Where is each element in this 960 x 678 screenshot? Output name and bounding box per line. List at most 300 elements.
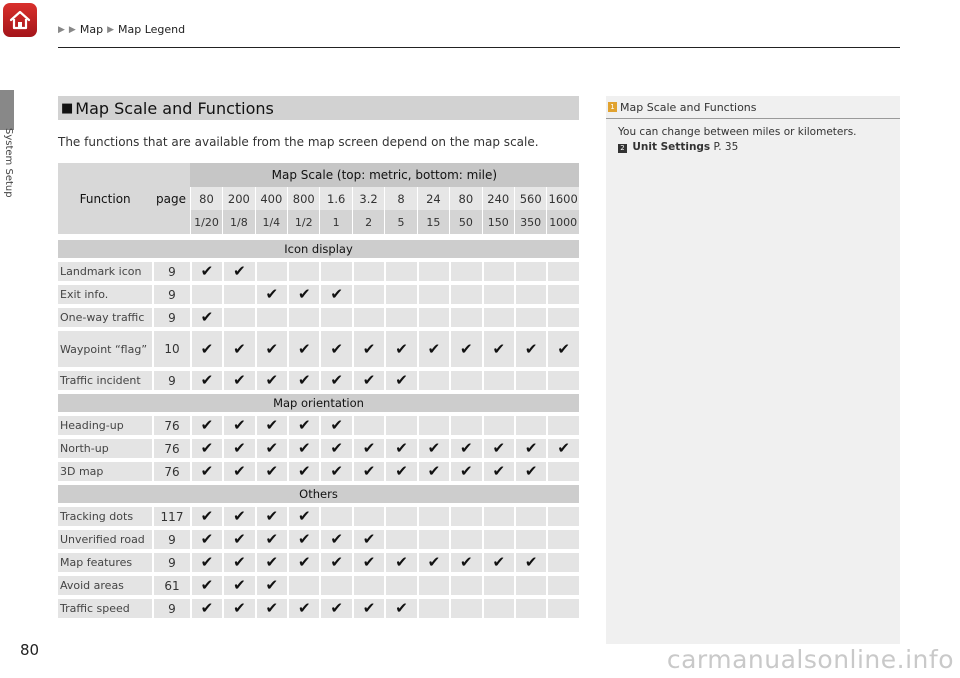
function-cell: Avoid areas	[58, 576, 152, 595]
map-scale-table	[58, 163, 579, 622]
scale-cell	[482, 331, 514, 367]
scale-cell	[546, 285, 579, 304]
chapter-tab	[0, 90, 14, 130]
page-cell: 9	[152, 262, 190, 281]
function-cell: One-way traffic	[58, 308, 152, 327]
group-row	[58, 394, 579, 412]
checkmark-icon: ✔	[330, 416, 343, 434]
function-cell: Traffic incident	[58, 371, 152, 390]
page-header: page	[152, 163, 190, 234]
scale-cell	[449, 285, 481, 304]
scale-cell	[222, 285, 254, 304]
metric-scale-cell: 240	[482, 187, 514, 210]
checkmark-icon: ✔	[265, 530, 279, 548]
page-cell: 9	[152, 285, 190, 304]
checkmark-icon: ✔	[460, 553, 473, 571]
home-icon	[8, 9, 32, 31]
scale-cell	[352, 308, 384, 327]
checkmark-icon: ✔	[395, 599, 408, 617]
checkmark-icon: ✔	[524, 439, 538, 457]
checkmark-icon: ✔	[297, 530, 311, 548]
scale-cell	[449, 308, 481, 327]
scale-cell	[449, 599, 481, 618]
scale-cell	[190, 576, 222, 595]
scale-cell	[449, 553, 481, 572]
scale-cell	[190, 462, 222, 481]
scale-cell	[255, 530, 287, 549]
checkmark-icon: ✔	[233, 371, 246, 389]
mile-scale-cell: 5	[384, 210, 416, 234]
scale-cell	[514, 416, 546, 435]
checkmark-icon: ✔	[233, 507, 246, 525]
scale-cell	[287, 262, 319, 281]
page-cell: 76	[152, 439, 190, 458]
note-body	[618, 125, 857, 155]
checkmark-icon: ✔	[395, 439, 408, 457]
scale-cell	[287, 439, 319, 458]
mile-scale-cell: 50	[449, 210, 481, 234]
scale-cell	[255, 462, 287, 481]
page-cell: 76	[152, 462, 190, 481]
checkmark-icon: ✔	[265, 576, 279, 594]
scale-cell	[287, 553, 319, 572]
breadcrumb-item-map[interactable]: Map	[79, 23, 104, 36]
scale-cell	[514, 599, 546, 618]
checkmark-icon: ✔	[297, 599, 311, 617]
checkmark-icon: ✔	[233, 439, 246, 457]
checkmark-icon: ✔	[330, 371, 343, 389]
checkmark-icon: ✔	[233, 462, 246, 480]
scale-cell	[222, 553, 254, 572]
page-cell: 10	[152, 331, 190, 367]
page-cell: 117	[152, 507, 190, 526]
scale-cell	[482, 371, 514, 390]
function-cell: Heading-up	[58, 416, 152, 435]
scale-cell	[319, 507, 351, 526]
scale-cell	[482, 576, 514, 595]
checkmark-icon: ✔	[233, 576, 246, 594]
checkmark-icon: ✔	[460, 339, 473, 358]
mile-scale-cell: 2	[352, 210, 384, 234]
checkmark-icon: ✔	[492, 339, 506, 358]
scale-cell	[417, 371, 449, 390]
scale-cell	[222, 576, 254, 595]
scale-cell	[255, 262, 287, 281]
checkmark-icon: ✔	[200, 439, 214, 457]
scale-cell	[384, 371, 416, 390]
checkmark-icon: ✔	[297, 507, 311, 525]
table-row	[58, 262, 579, 281]
scale-cell	[417, 331, 449, 367]
scale-cell	[287, 331, 319, 367]
scale-cell	[514, 262, 546, 281]
metric-scale-cell: 800	[287, 187, 319, 210]
page-cell: 9	[152, 599, 190, 618]
checkmark-icon: ✔	[200, 599, 214, 617]
checkmark-icon: ✔	[524, 553, 538, 571]
note-link[interactable]	[618, 140, 857, 155]
scale-cell	[222, 416, 254, 435]
checkmark-icon: ✔	[200, 576, 214, 594]
checkmark-icon: ✔	[200, 262, 214, 280]
scale-cell	[255, 371, 287, 390]
scale-cell	[255, 507, 287, 526]
scale-cell	[546, 371, 579, 390]
scale-cell	[384, 416, 416, 435]
scale-cell	[352, 462, 384, 481]
square-bullet-icon: ■	[61, 100, 74, 116]
scale-cell	[417, 439, 449, 458]
scale-cell	[287, 416, 319, 435]
scale-cell	[352, 439, 384, 458]
function-header: Function	[58, 163, 152, 234]
checkmark-icon: ✔	[297, 339, 311, 358]
checkmark-icon: ✔	[362, 599, 376, 617]
link-page-ref: P. 35	[713, 141, 739, 153]
mile-scale-cell: 1/20	[190, 210, 222, 234]
scale-cell	[482, 507, 514, 526]
scale-cell	[352, 530, 384, 549]
table-row	[58, 530, 579, 549]
scale-cell	[514, 553, 546, 572]
checkmark-icon: ✔	[395, 553, 408, 571]
scale-cell	[384, 285, 416, 304]
scale-cell	[190, 530, 222, 549]
scale-cell	[384, 507, 416, 526]
checkmark-icon: ✔	[200, 416, 214, 434]
home-button[interactable]	[3, 3, 37, 37]
scale-cell	[319, 331, 351, 367]
scale-cell	[449, 416, 481, 435]
scale-cell	[514, 576, 546, 595]
mile-scale-cell: 150	[482, 210, 514, 234]
scale-cell	[514, 371, 546, 390]
checkmark-icon: ✔	[427, 339, 441, 358]
table-row	[58, 507, 579, 526]
table-row	[58, 285, 579, 304]
checkmark-icon: ✔	[297, 439, 311, 457]
scale-cell	[255, 331, 287, 367]
function-cell: Tracking dots	[58, 507, 152, 526]
checkmark-icon: ✔	[297, 285, 311, 303]
checkmark-icon: ✔	[330, 439, 343, 457]
checkmark-icon: ✔	[200, 530, 214, 548]
function-cell: 3D map	[58, 462, 152, 481]
scale-cell	[546, 553, 579, 572]
scale-cell	[352, 507, 384, 526]
checkmark-icon: ✔	[265, 507, 279, 525]
checkmark-icon: ✔	[492, 462, 506, 480]
scale-cell	[319, 262, 351, 281]
checkmark-icon: ✔	[395, 339, 408, 358]
metric-scale-cell: 200	[222, 187, 254, 210]
scale-cell	[287, 530, 319, 549]
scale-cell	[319, 462, 351, 481]
mile-scale-cell: 1	[319, 210, 351, 234]
scale-cell	[319, 416, 351, 435]
table-row	[58, 599, 579, 618]
page-cell: 9	[152, 371, 190, 390]
note-heading	[606, 96, 900, 119]
checkmark-icon: ✔	[557, 339, 570, 358]
checkmark-icon: ✔	[200, 507, 214, 525]
scale-cell	[546, 331, 579, 367]
scale-cell	[417, 576, 449, 595]
scale-header: Map Scale (top: metric, bottom: mile)	[190, 163, 579, 187]
scale-cell	[190, 285, 222, 304]
mile-scale-cell: 1/2	[287, 210, 319, 234]
breadcrumb-arrow-icon: ▶	[107, 24, 114, 35]
scale-cell	[417, 530, 449, 549]
scale-cell	[352, 416, 384, 435]
note-text: You can change between miles or kilometers.	[618, 126, 857, 138]
scale-cell	[417, 462, 449, 481]
scale-cell	[417, 285, 449, 304]
page-cell: 9	[152, 553, 190, 572]
scale-cell	[255, 416, 287, 435]
scale-cell	[190, 371, 222, 390]
scale-cell	[384, 439, 416, 458]
checkmark-icon: ✔	[265, 371, 279, 389]
breadcrumb-item-map-legend[interactable]: Map Legend	[117, 23, 186, 36]
page-cell: 9	[152, 530, 190, 549]
scale-cell	[514, 308, 546, 327]
mile-scale-cell: 1/4	[255, 210, 287, 234]
scale-cell	[352, 331, 384, 367]
page-number: 80	[20, 641, 40, 659]
scale-cell	[546, 308, 579, 327]
scale-cell	[482, 285, 514, 304]
checkmark-icon: ✔	[362, 439, 376, 457]
table-row	[58, 553, 579, 572]
scale-cell	[384, 599, 416, 618]
scale-cell	[384, 331, 416, 367]
checkmark-icon: ✔	[265, 416, 279, 434]
page-cell: 9	[152, 308, 190, 327]
checkmark-icon: ✔	[233, 553, 246, 571]
scale-cell	[222, 530, 254, 549]
scale-cell	[546, 416, 579, 435]
checkmark-icon: ✔	[330, 339, 343, 358]
scale-cell	[384, 462, 416, 481]
group-label: Icon display	[58, 240, 579, 258]
function-cell: Waypoint “flag”	[58, 331, 152, 367]
scale-cell	[190, 308, 222, 327]
mile-scale-cell: 350	[514, 210, 546, 234]
scale-cell	[190, 553, 222, 572]
group-row	[58, 240, 579, 258]
scale-cell	[449, 331, 481, 367]
scale-cell	[482, 462, 514, 481]
scale-cell	[482, 553, 514, 572]
breadcrumb-arrow-icon: ▶	[68, 24, 76, 35]
breadcrumb-arrow-icon: ▶	[58, 24, 65, 35]
unit-settings-link[interactable]: Unit Settings	[632, 141, 711, 153]
scale-cell	[449, 576, 481, 595]
note-title: Map Scale and Functions	[620, 100, 757, 114]
scale-cell	[287, 599, 319, 618]
scale-cell	[449, 439, 481, 458]
scale-cell	[514, 285, 546, 304]
scale-cell	[255, 439, 287, 458]
scale-cell	[222, 262, 254, 281]
scale-cell	[449, 530, 481, 549]
scale-cell	[319, 308, 351, 327]
scale-cell	[514, 507, 546, 526]
scale-cell	[255, 553, 287, 572]
table-row	[58, 462, 579, 481]
note-panel	[606, 96, 900, 644]
scale-cell	[417, 308, 449, 327]
scale-cell	[319, 285, 351, 304]
checkmark-icon: ✔	[233, 262, 246, 280]
scale-cell	[449, 462, 481, 481]
scale-cell	[417, 599, 449, 618]
checkmark-icon: ✔	[233, 599, 246, 617]
checkmark-icon: ✔	[362, 530, 376, 548]
scale-cell	[546, 530, 579, 549]
scale-cell	[222, 308, 254, 327]
function-cell: Landmark icon	[58, 262, 152, 281]
scale-cell	[514, 439, 546, 458]
checkmark-icon: ✔	[362, 371, 376, 389]
checkmark-icon: ✔	[233, 416, 246, 434]
checkmark-icon: ✔	[362, 339, 376, 358]
scale-cell	[417, 416, 449, 435]
header-rule	[58, 47, 900, 48]
scale-cell	[514, 331, 546, 367]
scale-cell	[546, 262, 579, 281]
checkmark-icon: ✔	[362, 462, 376, 480]
checkmark-icon: ✔	[200, 339, 214, 358]
scale-cell	[449, 371, 481, 390]
scale-cell	[319, 439, 351, 458]
scale-cell	[190, 416, 222, 435]
breadcrumb	[58, 23, 185, 36]
scale-cell	[384, 576, 416, 595]
checkmark-icon: ✔	[200, 371, 214, 389]
scale-cell	[482, 262, 514, 281]
scale-cell	[352, 576, 384, 595]
checkmark-icon: ✔	[200, 462, 214, 480]
scale-cell	[482, 439, 514, 458]
group-row	[58, 485, 579, 503]
scale-cell	[417, 262, 449, 281]
checkmark-icon: ✔	[297, 462, 311, 480]
checkmark-icon: ✔	[330, 285, 343, 303]
checkmark-icon: ✔	[233, 530, 246, 548]
checkmark-icon: ✔	[265, 339, 279, 358]
table-row	[58, 416, 579, 435]
scale-cell	[255, 285, 287, 304]
checkmark-icon: ✔	[395, 371, 408, 389]
scale-cell	[287, 507, 319, 526]
metric-scale-cell: 24	[417, 187, 449, 210]
scale-cell	[482, 308, 514, 327]
checkmark-icon: ✔	[265, 462, 279, 480]
scale-cell	[482, 416, 514, 435]
metric-scale-cell: 400	[255, 187, 287, 210]
scale-cell	[222, 507, 254, 526]
metric-scale-cell: 8	[384, 187, 416, 210]
scale-cell	[319, 530, 351, 549]
table-body	[58, 240, 579, 622]
scale-cell	[287, 308, 319, 327]
metric-scale-cell: 1600	[546, 187, 579, 210]
chapter-label: System Setup	[3, 128, 14, 198]
scale-cell	[384, 262, 416, 281]
checkmark-icon: ✔	[395, 462, 408, 480]
checkmark-icon: ✔	[330, 530, 343, 548]
scale-cell	[352, 371, 384, 390]
scale-cell	[287, 576, 319, 595]
function-cell: North-up	[58, 439, 152, 458]
section-title: Map Scale and Functions	[75, 98, 274, 118]
checkmark-icon: ✔	[330, 599, 343, 617]
mile-scale-cell: 1000	[546, 210, 579, 234]
function-cell: Map features	[58, 553, 152, 572]
reference-arrow-icon: 2	[618, 144, 627, 153]
checkmark-icon: ✔	[265, 553, 279, 571]
checkmark-icon: ✔	[524, 339, 538, 358]
scale-cell	[255, 308, 287, 327]
checkmark-icon: ✔	[362, 553, 376, 571]
scale-cell	[546, 507, 579, 526]
checkmark-icon: ✔	[330, 462, 343, 480]
checkmark-icon: ✔	[265, 439, 279, 457]
scale-cell	[222, 599, 254, 618]
page-cell: 76	[152, 416, 190, 435]
scale-cell	[352, 553, 384, 572]
function-cell: Exit info.	[58, 285, 152, 304]
checkmark-icon: ✔	[492, 439, 506, 457]
scale-cell	[384, 530, 416, 549]
scale-cell	[255, 599, 287, 618]
scale-cell	[514, 462, 546, 481]
mile-scale-cell: 1/8	[222, 210, 254, 234]
checkmark-icon: ✔	[233, 339, 246, 358]
scale-cell	[482, 599, 514, 618]
checkmark-icon: ✔	[265, 285, 279, 303]
checkmark-icon: ✔	[460, 462, 473, 480]
note-badge: 1	[608, 102, 617, 112]
scale-cell	[319, 553, 351, 572]
group-label: Map orientation	[58, 394, 579, 412]
checkmark-icon: ✔	[200, 308, 214, 326]
scale-cell	[546, 576, 579, 595]
scale-cell	[222, 462, 254, 481]
scale-cell	[319, 576, 351, 595]
scale-cell	[514, 530, 546, 549]
checkmark-icon: ✔	[492, 553, 506, 571]
scale-cell	[546, 462, 579, 481]
scale-cell	[190, 331, 222, 367]
table-row	[58, 439, 579, 458]
scale-cell	[384, 308, 416, 327]
checkmark-icon: ✔	[557, 439, 570, 457]
metric-scale-cell: 80	[449, 187, 481, 210]
checkmark-icon: ✔	[297, 371, 311, 389]
checkmark-icon: ✔	[330, 553, 343, 571]
scale-cell	[190, 507, 222, 526]
table-row	[58, 576, 579, 595]
scale-cell	[319, 371, 351, 390]
metric-scale-cell: 560	[514, 187, 546, 210]
page-cell: 61	[152, 576, 190, 595]
function-cell: Traffic speed	[58, 599, 152, 618]
scale-cell	[222, 439, 254, 458]
scale-cell	[352, 262, 384, 281]
